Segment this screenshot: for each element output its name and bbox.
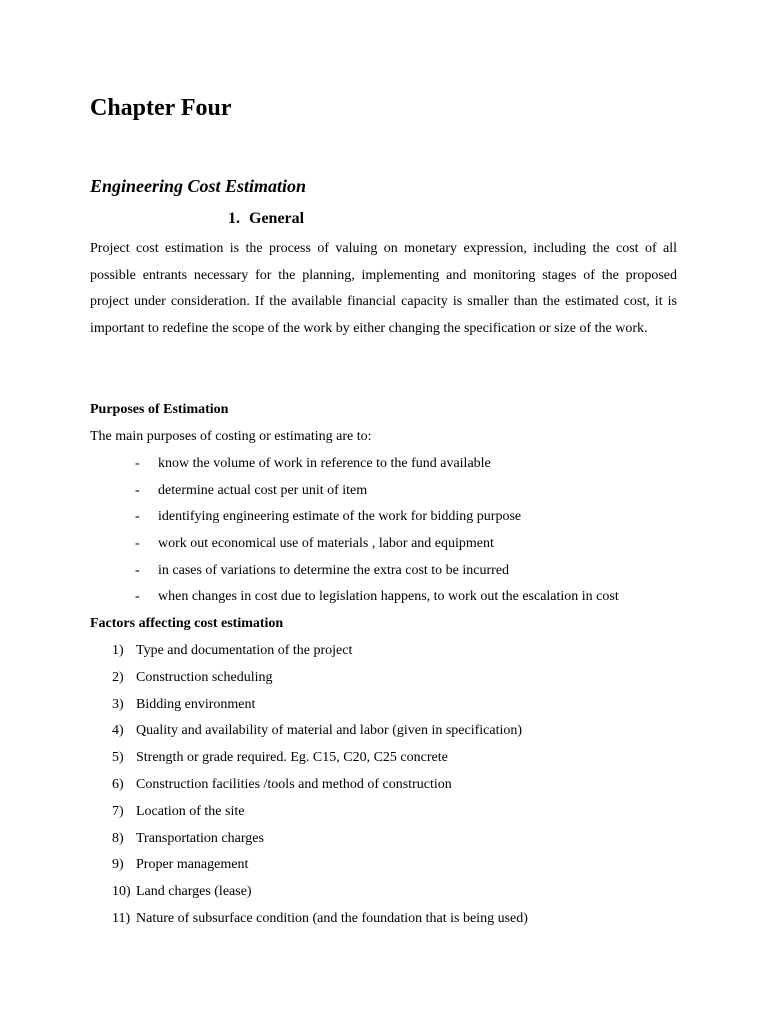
list-item-text: Transportation charges xyxy=(136,830,264,846)
list-item-text: work out economical use of materials , labor and equipment xyxy=(158,536,494,552)
subsection-number: 1. xyxy=(228,210,240,227)
list-item-number: 9) xyxy=(112,857,124,873)
bullet-dash: - xyxy=(135,482,140,498)
bullet-dash: - xyxy=(135,456,140,471)
purposes-heading: Purposes of Estimation xyxy=(90,402,229,417)
list-item-number: 2) xyxy=(112,669,124,685)
factors-heading: Factors affecting cost estimation xyxy=(90,616,284,631)
bullet-dash: - xyxy=(135,589,140,605)
list-item-text: Construction facilities /tools and method of construction xyxy=(136,776,452,792)
bullet-dash: - xyxy=(135,562,140,578)
list-item-number: 7) xyxy=(112,803,124,819)
list-item-text: Bidding environment xyxy=(136,696,256,712)
purposes-lead: The main purposes of costing or estimating are to: xyxy=(90,429,372,444)
list-item-number: 1) xyxy=(112,643,124,658)
list-item-text: Quality and availability of material and labor (given in specification) xyxy=(136,723,523,739)
bullet-dash: - xyxy=(135,536,140,552)
list-item-text: determine actual cost per unit of item xyxy=(158,482,368,498)
subsection-title: General xyxy=(249,210,305,227)
list-item-text: identifying engineering estimate of the work for bidding purpose xyxy=(158,509,522,525)
list-item-text: Nature of subsurface condition (and the foundation that is being used) xyxy=(136,910,528,926)
list-item-text: in cases of variations to determine the extra cost to be incurred xyxy=(158,562,510,578)
list-item-number: 3) xyxy=(112,696,124,712)
list-item-text: Proper management xyxy=(136,857,249,873)
list-item-text: Location of the site xyxy=(136,803,245,819)
list-item-number: 11) xyxy=(112,910,131,926)
list-item-text: when changes in cost due to legislation happens, to work out the escalation in cost xyxy=(158,589,619,605)
list-item-text: know the volume of work in reference to the fund available xyxy=(158,456,491,471)
chapter-title: Chapter Four xyxy=(90,95,232,121)
list-item-text: Land charges (lease) xyxy=(136,884,252,900)
list-item-text: Strength or grade required. Eg. C15, C20, C25 concrete xyxy=(136,750,448,766)
list-item-text: Construction scheduling xyxy=(136,669,273,685)
list-item-number: 5) xyxy=(112,750,124,766)
list-item-number: 4) xyxy=(112,723,124,739)
list-item-text: Type and documentation of the project xyxy=(136,643,353,658)
bullet-dash: - xyxy=(135,509,140,525)
list-item-number: 8) xyxy=(112,830,124,846)
list-item-number: 10) xyxy=(112,884,131,900)
list-item-number: 6) xyxy=(112,776,124,792)
subsection-heading xyxy=(228,208,304,230)
section-title: Engineering Cost Estimation xyxy=(90,176,307,196)
intro-paragraph: Project cost estimation is the process of valuing on monetary expression, including the cost of all possible entrants necessary for the planning, implementing and monitoring stages of the proposed project under consideration. If the available financial capacity is smaller than the estimated cost, it is important to redefine the scope of the work by either changing the specification or size of the work. xyxy=(90,241,677,337)
